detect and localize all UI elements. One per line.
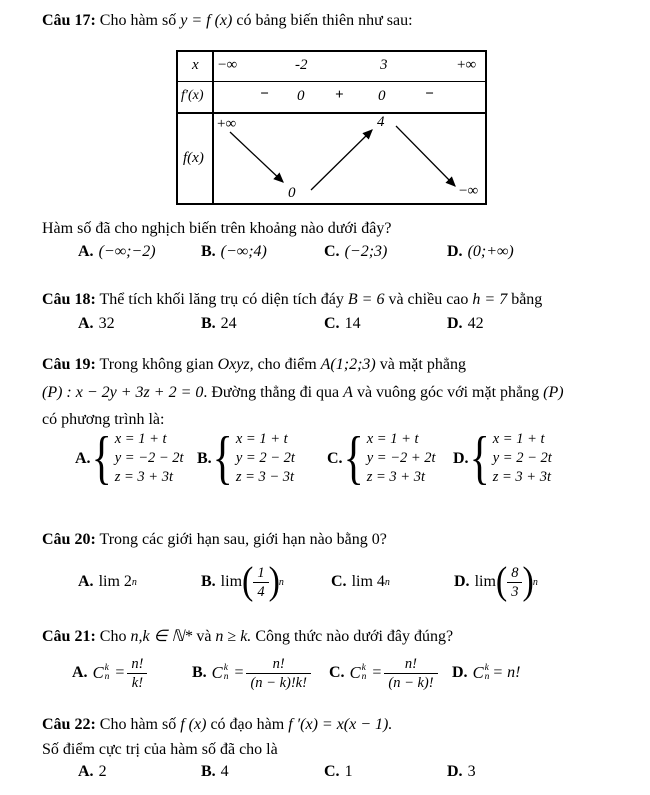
option-label: A. [78,315,94,332]
option-a [78,315,201,333]
parametric-system [115,430,184,487]
subscript: n [361,672,367,682]
option-c [329,655,452,692]
option-label: C. [329,664,345,681]
fraction [253,564,268,601]
option-label: B. [201,763,216,780]
option-label: C. [324,315,340,332]
superscript: k [104,663,109,673]
equation-x: x = 1 + t [492,431,545,447]
fprime-sign: − [260,86,270,102]
combination-symbol: C [349,663,361,682]
variation-table [176,50,487,205]
option-label: C. [331,573,347,590]
question-text: và vuông góc với mặt phẳng [352,384,544,401]
option-value: 4 [220,763,229,780]
option-value: 1 [344,763,353,780]
option-label: B. [201,573,216,590]
denominator: k! [131,674,144,691]
equation-z: z = 3 − 3t [235,469,295,485]
question-text: cho điểm [253,356,321,373]
equation-x: x = 1 + t [114,431,167,447]
option-b [192,655,329,692]
option-d [447,763,570,781]
option-c [324,243,447,261]
question-19-line3: có phương trình là: [42,411,165,428]
x-value: -2 [295,57,308,73]
question-17-prompt: Hàm số đã cho nghịch biến trên khoảng nào dưới đây? [42,220,392,237]
option-label: B. [201,243,216,260]
fraction [246,655,310,692]
question-21-options [72,648,575,698]
numerator: 8 [507,564,522,583]
option-value: (−∞;−2) [98,243,156,260]
question-text: và chiều cao [384,291,473,308]
decrease-arrow [396,126,455,186]
option-d [447,315,570,333]
option-label: B. [201,315,216,332]
limit-expression: lim [220,573,243,590]
math-expression: A(1;2;3) [320,356,376,373]
right-hand-side: = n! [492,664,521,681]
option-label: A. [78,573,94,590]
math-expression: (P) [543,384,564,401]
option-label: D. [454,573,470,590]
question-number: Câu 21: [42,628,96,645]
question-text: có đạo hàm [206,716,289,733]
option-value: (0;+∞) [467,243,514,260]
subscript: n [104,672,110,682]
exponent: n [532,576,538,588]
option-c [324,315,447,333]
equation-x: x = 1 + t [235,431,288,447]
option-label: A. [78,243,94,260]
brace-icon: { [343,426,364,491]
question-20-title [42,531,387,549]
option-d [447,243,570,261]
fprime-zero: 0 [378,88,386,104]
option-label: A. [78,763,94,780]
option-a [78,763,201,781]
question-text: Cho hàm số [95,716,181,733]
option-value: 32 [98,315,115,332]
superscript: k [361,663,366,673]
parametric-system [236,430,295,487]
numerator: n! [246,655,310,674]
subscript: n [223,672,229,682]
equals-sign: = [234,664,244,681]
option-value: 24 [220,315,237,332]
numerator: n! [127,655,147,674]
option-d: D. lim ( $\frac{8}{3}$ ) n [454,560,538,603]
option-label: A. [72,664,88,681]
question-19-line2 [42,384,564,402]
fprime-row-label: f′(x) [181,88,204,103]
superscript: k [223,663,228,673]
fprime-sign: − [425,86,435,102]
option-label: D. [447,315,463,332]
sup-sub [105,664,110,682]
math-expression: B = 6 [347,291,385,308]
question-text: và mặt phẳng [375,356,466,373]
option-value: 14 [344,315,361,332]
sup-sub [362,664,367,682]
equation-z: z = 3 + 3t [492,469,551,485]
decrease-arrow [230,132,283,182]
fx-value-max: 4 [377,114,385,130]
option-label: D. [447,763,463,780]
exponent: n [131,576,137,588]
question-text: . Đường thẳng đi qua [203,384,344,401]
increase-arrow [311,130,372,190]
equals-sign: = [372,664,382,681]
brace-icon: { [212,426,233,491]
option-b [201,763,324,781]
question-text: Cho [95,628,131,645]
option-value: (−2;3) [344,243,388,260]
question-number: Câu 20: [42,531,96,548]
brace-icon: { [91,426,112,491]
fraction [507,564,522,601]
math-expression: n,k ∈ ℕ* [130,628,193,645]
x-row-label: x [192,57,199,73]
fx-value-plus-infinity: +∞ [217,116,237,132]
option-label: D. [452,664,468,681]
fraction [384,655,437,692]
numerator: n! [384,655,437,674]
fx-value-minus-infinity: −∞ [459,183,479,199]
x-value: 3 [380,57,388,73]
math-expression: Oxyz, [217,356,254,373]
question-number: Câu 22: [42,716,96,733]
sup-sub [485,664,490,682]
x-value: +∞ [457,57,477,73]
fprime-row [178,82,485,114]
question-text: và [192,628,216,645]
question-number: Câu 17: [42,12,96,29]
derivative-expression: f ′(x) = x(x − 1). [288,716,393,733]
option-label: B. [197,449,212,467]
option-label: C. [324,763,340,780]
equals-sign: = [115,664,125,681]
math-expression: n ≥ k. [215,628,252,645]
question-19-options [75,426,552,491]
limit-expression: lim [474,573,496,590]
fprime-zero: 0 [297,88,305,104]
denominator: (n − k)!k! [250,674,307,691]
denominator: (n − k)! [388,674,434,691]
question-22-line1 [42,716,392,734]
option-value: 2 [98,763,107,780]
equation-y: y = −2 + 2t [366,450,436,466]
exponent: n [384,576,390,588]
question-22-options [78,763,570,781]
option-label: B. [192,664,207,681]
option-value: (−∞;4) [220,243,267,260]
question-22-line2: Số điểm cực trị của hàm số đã cho là [42,741,278,758]
combination-symbol: C [472,663,484,682]
question-text: Trong các giới hạn sau, giới hạn nào bằng 0? [95,531,387,548]
parametric-system [493,430,552,487]
option-label: C. [324,243,340,260]
fx-value-min: 0 [288,185,296,201]
fx-row-label: f(x) [183,150,204,166]
question-number: Câu 19: [42,356,96,373]
combination-symbol: C [211,663,223,682]
option-value: 3 [467,763,476,780]
option-label: C. [327,449,343,467]
option-a [72,655,192,692]
question-19-line1 [42,356,466,374]
equation-y: y = 2 − 2t [235,450,295,466]
option-label: D. [453,449,469,467]
option-b: B. lim ( $\frac{1}{4}$ ) n [201,560,284,603]
option-d [453,426,552,491]
x-value: −∞ [218,57,238,73]
exponent: n [278,576,284,588]
question-20-options [78,553,577,611]
math-expression: h = 7 [472,291,508,308]
option-b [201,243,324,261]
brace-icon: { [469,426,490,491]
option-label: A. [75,449,91,467]
equation-z: z = 3 + 3t [114,469,173,485]
question-text: Trong không gian [95,356,218,373]
limit-expression: lim 2 [98,573,132,590]
option-d [452,663,575,683]
math-expression: f (x) [180,716,207,733]
fx-arrows [178,114,489,203]
option-b [197,426,327,491]
equation-x: x = 1 + t [366,431,419,447]
superscript: k [484,663,489,673]
math-expression: A [343,384,353,401]
option-c [327,426,453,491]
limit-expression: lim 4 [351,573,385,590]
numerator: 1 [253,564,268,583]
option-value: 42 [467,315,484,332]
equation-z: z = 3 + 3t [366,469,425,485]
question-text: có bảng biến thiên như sau: [232,12,413,29]
option-a [78,573,201,591]
denominator: 3 [511,583,519,600]
question-text: Công thức nào dưới đây đúng? [251,628,454,645]
subscript: n [484,672,490,682]
fraction [127,655,147,692]
question-text: Cho hàm số [95,12,181,29]
question-number: Câu 18: [42,291,96,308]
equation-y: y = −2 − 2t [114,450,184,466]
question-17-title [42,12,413,30]
option-c [331,573,454,591]
question-17-options [78,243,570,261]
question-text: Thể tích khối lăng trụ có diện tích đáy [95,291,348,308]
option-a [78,243,201,261]
sup-sub [224,664,229,682]
question-18-options [78,315,570,333]
plane-equation: (P) : x − 2y + 3z + 2 = 0 [42,384,204,401]
question-21-title [42,626,453,646]
fprime-sign: + [335,87,344,103]
math-expression: y = f (x) [180,12,233,29]
equation-y: y = 2 − 2t [492,450,552,466]
option-a [75,426,197,491]
option-label: D. [447,243,463,260]
option-c [324,763,447,781]
combination-symbol: C [92,663,104,682]
parametric-system [367,430,436,487]
question-18-title [42,291,542,309]
denominator: 4 [257,583,265,600]
option-b [201,315,324,333]
question-text: bằng [507,291,543,308]
